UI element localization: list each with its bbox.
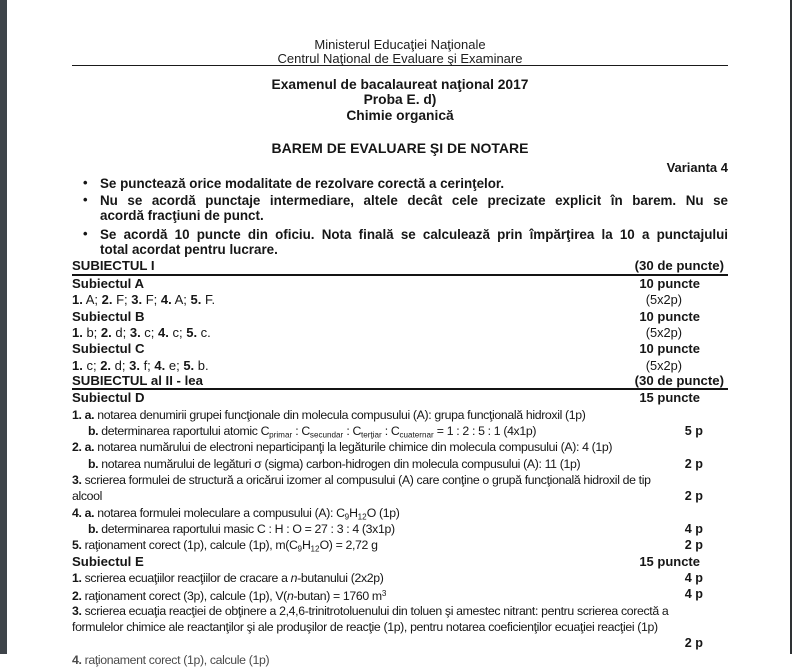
row-points: (5x2p)	[645, 357, 682, 373]
row-text: 1. b; 2. d; 3. c; 4. c; 5. c.	[72, 324, 211, 340]
row-text: 4. a. notarea formulei moleculare a compusului (A): C9H12O (1p)	[72, 505, 400, 521]
table-row	[72, 309, 728, 325]
table-row	[72, 619, 728, 635]
instruction-line: acordă fracţiuni de punct.	[100, 208, 264, 224]
table-row	[72, 554, 728, 570]
row-points: 15 puncte	[639, 390, 700, 406]
instructions-list	[72, 176, 728, 257]
exam-subject: Chimie organică	[346, 107, 454, 123]
ministry-header	[72, 38, 728, 65]
instruction-line: Se punctează orice modalitate de rezolvare corectă a cerinţelor.	[100, 176, 505, 191]
row-text: Subiectul E	[72, 553, 144, 569]
table-row	[72, 390, 728, 406]
table-row	[72, 439, 728, 455]
bullet-icon: •	[83, 175, 88, 190]
table-row	[72, 276, 728, 292]
table-row	[72, 292, 728, 308]
row-text: Subiectul B	[72, 308, 145, 324]
row-text: 1. A; 2. F; 3. F; 4. A; 5. F.	[72, 292, 216, 308]
instruction-line: Nu se acordă punctaje intermediare, altele decât cele precizate explicit în barem. Nu se	[100, 192, 728, 208]
row-text: SUBIECTUL al II - lea	[72, 373, 203, 388]
row-points: 2 p	[684, 636, 703, 651]
table-row	[72, 488, 728, 504]
row-text: formulelor chimice ale reactanţilor şi ale produşilor de reacţie (1p), pentru notarea coeficienţilor ecuaţiei reacţiei (1p)	[72, 620, 658, 635]
viewer-left-strip	[0, 0, 7, 654]
table-row	[72, 603, 728, 619]
list-item	[72, 193, 728, 224]
row-text: 4. raţionament corect (1p), calcule (1p)	[72, 652, 270, 667]
row-text: 1. a. notarea denumirii grupei funcţionale din molecula compusului (A): grupa funcţională hidroxil (1p)	[72, 407, 586, 422]
exam-proba: Proba E. d)	[363, 92, 437, 107]
row-text: 2. raţionament corect (3p), calcule (1p), V(n-butan) = 1760 $m^3$	[72, 589, 387, 603]
row-points: (5x2p)	[645, 324, 682, 340]
barem-title: BAREM DE EVALUARE ŞI DE NOTARE	[271, 140, 529, 156]
row-points: (5x2p)	[645, 292, 682, 308]
table-row	[72, 521, 728, 537]
variant-label: Varianta 4	[666, 160, 728, 175]
row-text: Subiectul A	[72, 275, 145, 291]
table-row	[72, 259, 728, 275]
table-row	[72, 341, 728, 357]
document-page	[72, 0, 728, 668]
row-text: b. determinarea raportului atomic Cprimar : Csecundar : Cterţiar : Ccuaternar = 1 : 2 : 5 : 1 (4x1p)	[88, 423, 537, 440]
row-text: 1. scrierea ecuaţiilor reacţiilor de cracare a n-butanului (2x2p)	[72, 571, 384, 586]
row-points: 10 puncte	[639, 275, 700, 291]
row-points: 2 p	[684, 456, 703, 471]
bullet-icon: •	[83, 225, 88, 241]
ministry-line1: Ministerul Educaţiei Naţionale	[314, 37, 486, 52]
row-points: 4 p	[684, 571, 703, 586]
row-text: Subiectul C	[72, 341, 145, 357]
row-points: (30 de puncte)	[634, 373, 724, 388]
row-text: 2. a. notarea numărului de electroni neparticipanţi la legăturile chimice din molecula compusului (A): 4 (1p)	[72, 440, 613, 455]
row-text: SUBIECTUL I	[72, 259, 155, 274]
row-points: (30 de puncte)	[634, 259, 724, 274]
row-points: 2 p	[684, 489, 703, 504]
row-points: 4 p	[684, 521, 703, 536]
table-row	[72, 325, 728, 341]
row-text: 5. raţionament corect (1p), calcule (1p), m(C9H12O) = 2,72 g	[72, 538, 378, 554]
row-text: 3. scrierea ecuaţia reacţiei de obţinere a 2,4,6-trinitrotoluenului din toluen şi amestec nitrant: pentru scrierea corectă a	[72, 603, 669, 618]
row-points: 4 p	[684, 587, 703, 602]
row-points: 2 p	[684, 538, 703, 553]
row-text: b. notarea numărului de legături σ (sigma) carbon-hidrogen din molecula compusului (A): 11 (1p)	[88, 456, 581, 471]
list-item	[72, 227, 728, 258]
table-row	[72, 505, 728, 521]
row-points: 10 puncte	[639, 341, 700, 357]
row-text: 3. scrierea formulei de structură a oricărui izomer al compusului (A) care conţine o grupă funcţională hidroxil de tip	[72, 472, 651, 487]
row-points: 10 puncte	[639, 308, 700, 324]
rubric-table	[72, 259, 728, 668]
row-points: 5 p	[684, 423, 703, 438]
row-points: 15 puncte	[639, 553, 700, 569]
page-right-border	[790, 0, 792, 654]
table-row	[72, 635, 728, 651]
row-text: alcool	[72, 489, 103, 504]
exam-title-block	[72, 77, 728, 124]
table-row	[72, 456, 728, 472]
table-row	[72, 472, 728, 488]
instruction-line: Se acordă 10 puncte din oficiu. Nota finală se calculează prin împărţirea la 10 a punctajului	[100, 226, 728, 242]
exam-title: Examenul de bacalaureat naţional 2017	[271, 76, 529, 92]
table-row	[72, 652, 728, 668]
list-item	[72, 176, 728, 191]
row-text: 1. c; 2. d; 3. f; 4. e; 5. b.	[72, 357, 209, 373]
table-row	[72, 407, 728, 423]
instruction-line: total acordat pentru lucrare.	[100, 242, 278, 258]
table-row	[72, 423, 728, 439]
table-row	[72, 374, 728, 390]
row-text: b. determinarea raportului masic C : H : O = 27 : 3 : 4 (3x1p)	[88, 521, 395, 536]
row-text: Subiectul D	[72, 390, 145, 406]
table-row	[72, 586, 728, 602]
table-row	[72, 358, 728, 374]
bullet-icon: •	[83, 191, 88, 207]
ministry-line2: Centrul Naţional de Evaluare şi Examinare	[277, 50, 523, 66]
table-row	[72, 537, 728, 553]
table-row	[72, 570, 728, 586]
